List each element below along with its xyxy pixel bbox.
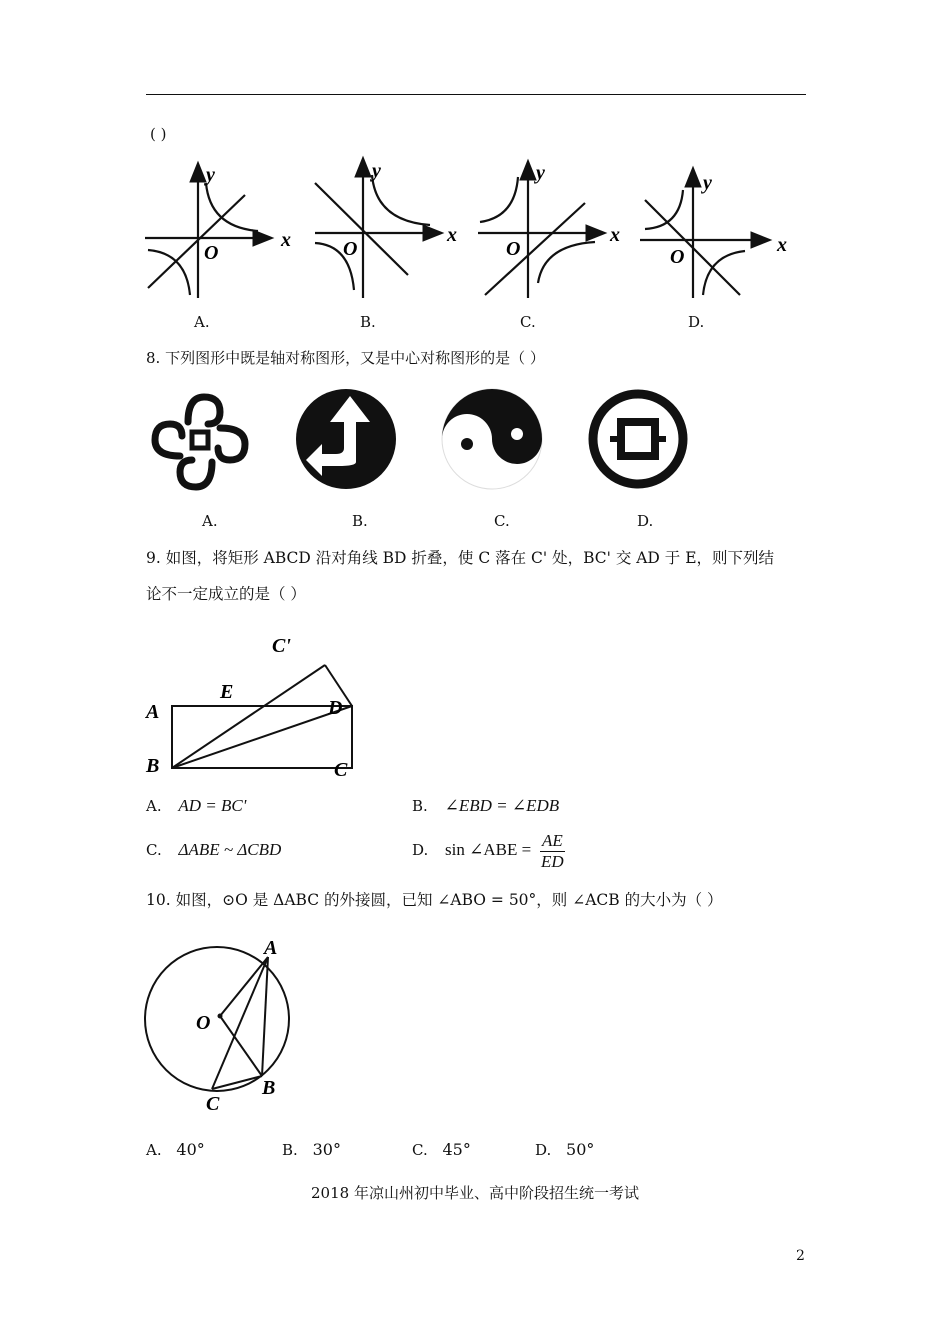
q10-option-d-key: D. xyxy=(535,1141,552,1159)
graph-c-origin: O xyxy=(506,238,521,260)
q9-option-c[interactable] xyxy=(146,840,281,860)
q10-stem: 10. 如图，⊙O 是 ΔABC 的外接圆，已知 ∠ABO = 50°，则 ∠ACB 的大小为（ ） xyxy=(146,891,723,909)
q7-option-d[interactable]: D. xyxy=(688,313,705,331)
q10-option-c[interactable] xyxy=(412,1140,471,1160)
graph-c-x-label: x xyxy=(610,224,620,246)
q9-option-d[interactable] xyxy=(412,826,565,874)
q9-option-b-key: B. xyxy=(412,797,428,815)
q10-option-b-key: B. xyxy=(282,1141,298,1159)
q9-option-b-expr: ∠EBD = ∠EDB xyxy=(444,796,560,815)
q10-option-c-key: C. xyxy=(412,1141,428,1159)
q8-symbols xyxy=(140,382,700,502)
q9-option-a-expr: AD = BC' xyxy=(178,796,247,815)
q9-option-a[interactable] xyxy=(146,796,246,816)
q8-symbol-a-swirl-icon xyxy=(155,397,245,487)
graph-d-origin: O xyxy=(670,246,685,268)
graph-a-y-label: y xyxy=(206,164,215,186)
q10-label-a: A xyxy=(264,937,278,959)
q7-option-c[interactable]: C. xyxy=(520,313,536,331)
q9-option-d-denominator: ED xyxy=(541,851,564,871)
graph-a-origin: O xyxy=(204,242,219,264)
q9-option-b[interactable] xyxy=(412,796,559,816)
q9-figure xyxy=(140,628,370,788)
q10-option-a-key: A. xyxy=(146,1141,162,1159)
q8-symbol-d-coin-icon xyxy=(593,394,683,484)
q9-stem-line1: 9. 如图，将矩形 ABCD 沿对角线 BD 折叠，使 C 落在 C' 处，BC' 交 AD 于 E，则下列结 xyxy=(146,549,775,567)
q10-label-o: O xyxy=(196,1012,211,1034)
q10-option-b-value: 30° xyxy=(312,1140,341,1159)
q10-label-b: B xyxy=(262,1077,276,1099)
q9-option-d-key: D. xyxy=(412,841,429,859)
q9-label-c: C xyxy=(334,759,348,781)
q9-label-b: B xyxy=(146,755,160,777)
q10-option-b[interactable] xyxy=(282,1140,341,1160)
q10-option-c-value: 45° xyxy=(442,1140,471,1159)
q10-option-d-value: 50° xyxy=(566,1140,595,1159)
q10-option-a[interactable] xyxy=(146,1140,205,1160)
q10-option-a-value: 40° xyxy=(176,1140,205,1159)
q9-label-c-prime: C' xyxy=(272,635,291,657)
q9-label-d: D xyxy=(328,697,343,719)
graph-b-origin: O xyxy=(343,238,358,260)
q9-label-e: E xyxy=(220,681,234,703)
q9-option-c-expr: ΔABE ~ ΔCBD xyxy=(178,840,282,859)
q8-option-c[interactable]: C. xyxy=(494,512,510,530)
page-number: 2 xyxy=(796,1248,805,1264)
q9-label-a: A xyxy=(146,701,160,723)
graph-d-y-label: y xyxy=(703,172,712,194)
q9-option-d-numerator: AE xyxy=(542,830,563,850)
graph-b-y-label: y xyxy=(372,160,381,182)
q8-option-b[interactable]: B. xyxy=(352,512,368,530)
graph-b-x-label: x xyxy=(447,224,457,246)
q7-option-a[interactable]: A. xyxy=(194,313,210,331)
q8-option-a[interactable]: A. xyxy=(202,512,218,530)
q7-option-b[interactable]: B. xyxy=(360,313,376,331)
q10-label-c: C xyxy=(206,1093,220,1115)
q9-option-d-prefix: sin ∠ABE = xyxy=(445,840,532,859)
q9-option-d-fraction xyxy=(540,831,565,872)
q7-graphs xyxy=(140,155,810,310)
graph-c-y-label: y xyxy=(536,162,545,184)
graph-d-x-label: x xyxy=(777,234,787,256)
q8-stem: 8. 下列图形中既是轴对称图形，又是中心对称图形的是（ ） xyxy=(146,349,545,367)
header-rule xyxy=(146,94,806,95)
q10-option-d[interactable] xyxy=(535,1140,594,1160)
q8-symbol-b-road-sign-icon xyxy=(296,389,396,489)
q10-figure xyxy=(140,932,310,1117)
q8-symbol-c-yin-yang-icon xyxy=(442,389,542,489)
q7-stem-tail: ( ) xyxy=(150,125,167,143)
q9-stem-line2: 论不一定成立的是（ ） xyxy=(146,585,306,603)
exam-title-footer: 2018 年凉山州初中毕业、高中阶段招生统一考试 xyxy=(311,1184,639,1202)
graph-a-x-label: x xyxy=(281,229,291,251)
q8-option-d[interactable]: D. xyxy=(637,512,654,530)
q9-option-a-key: A. xyxy=(146,797,162,815)
q9-option-c-key: C. xyxy=(146,841,162,859)
